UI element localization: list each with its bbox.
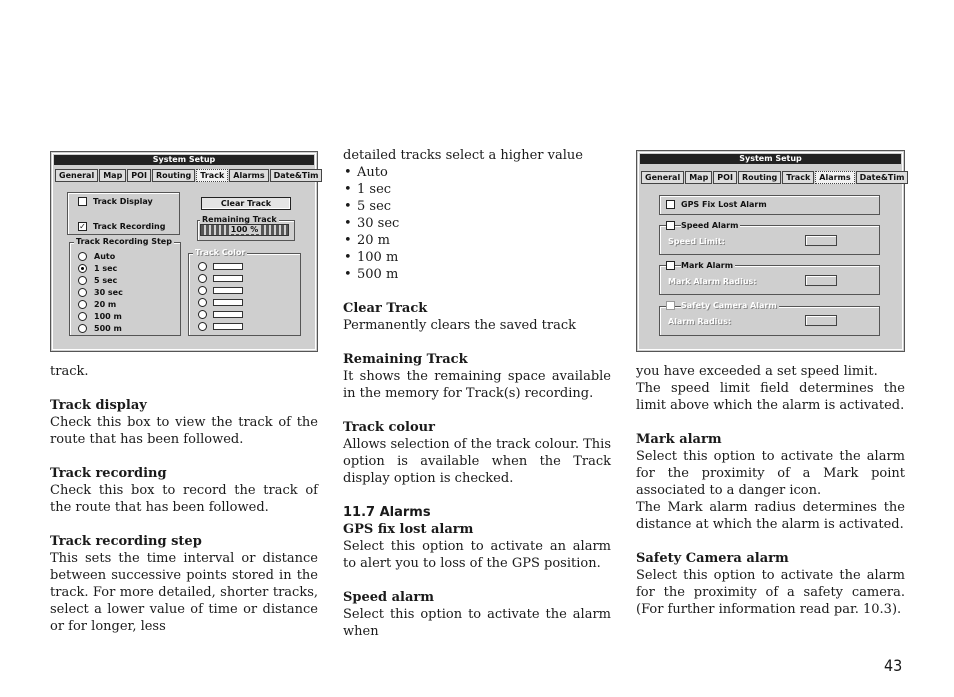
column-right (636, 363, 905, 618)
tab-routing[interactable]: Routing (738, 171, 781, 184)
color-swatch (213, 263, 243, 270)
speed-limit-input[interactable] (805, 235, 837, 246)
list-item: • 30 sec (343, 215, 611, 232)
step-5sec-radio[interactable] (78, 276, 87, 285)
step-option-label: 500 m (94, 324, 122, 333)
tab-general[interactable]: General (641, 171, 684, 184)
heading-safety-camera-alarm: Safety Camera alarm (636, 551, 789, 566)
step-20m-radio[interactable] (78, 300, 87, 309)
step-1sec-radio[interactable] (78, 264, 87, 273)
section-title: 11.7 Alarms (343, 505, 431, 520)
track-display-checkbox[interactable] (78, 197, 87, 206)
tab-date-time[interactable]: Date&Tim (856, 171, 909, 184)
mark-alarm-label: Mark Alarm (681, 261, 734, 270)
color-swatch (213, 275, 243, 282)
paragraph: track. (50, 364, 89, 379)
alarm-radius-label: Alarm Radius: (668, 317, 732, 326)
tab-track[interactable]: Track (196, 169, 228, 182)
alarm-settings-screenshot (636, 150, 905, 352)
color-radio[interactable] (198, 298, 207, 307)
list-item: • 100 m (343, 249, 611, 266)
paragraph: Select this option to activate the alarm when (343, 607, 611, 639)
color-radio[interactable] (198, 322, 207, 331)
step-values-list (343, 164, 611, 283)
step-30sec-radio[interactable] (78, 288, 87, 297)
heading-mark-alarm: Mark alarm (636, 432, 722, 447)
dialog-title: System Setup (640, 154, 901, 164)
safety-camera-checkbox[interactable] (666, 301, 675, 310)
paragraph: detailed tracks select a higher value (343, 148, 583, 163)
paragraph: Select this option to activate the alarm for the proximity of a safety camera. (For further information read par. 10.3). (636, 568, 905, 617)
track-recording-checkbox[interactable]: ✓ (79, 222, 86, 231)
tab-routing[interactable]: Routing (152, 169, 195, 182)
tab-bar (55, 169, 319, 182)
heading-gps-fix-lost: GPS fix lost alarm (343, 522, 474, 537)
paragraph: Permanently clears the saved track (343, 318, 577, 333)
step-option-label: 1 sec (94, 264, 118, 273)
list-item: • 20 m (343, 232, 611, 249)
gps-fix-lost-label: GPS Fix Lost Alarm (681, 200, 767, 209)
heading-clear-track: Clear Track (343, 301, 428, 316)
step-500m-radio[interactable] (78, 324, 87, 333)
speed-alarm-checkbox[interactable] (666, 221, 675, 230)
color-swatch (213, 299, 243, 306)
step-option-label: 20 m (94, 300, 117, 309)
heading-track-display: Track display (50, 398, 147, 413)
list-item: • 500 m (343, 266, 611, 283)
color-radio[interactable] (198, 286, 207, 295)
step-option-label: 30 sec (94, 288, 123, 297)
paragraph: This sets the time interval or distance between successive points stored in the track. For more detailed, shorter tracks, select a lower value of time or distance or for longer, less (50, 551, 318, 634)
list-item: • Auto (343, 164, 611, 181)
paragraph: Select this option to activate the alarm for the proximity of a Mark point associated to a danger icon. (636, 449, 905, 498)
paragraph: Check this box to record the track of the route that has been followed. (50, 483, 318, 515)
paragraph: It shows the remaining space available in the memory for Track(s) recording. (343, 369, 611, 401)
tab-general[interactable]: General (55, 169, 98, 182)
paragraph: you have exceeded a set speed limit. (636, 364, 878, 379)
paragraph: Select this option to activate an alarm to alert you to loss of the GPS position. (343, 539, 611, 571)
step-option-label: 5 sec (94, 276, 118, 285)
tab-map[interactable]: Map (99, 169, 126, 182)
tab-track[interactable]: Track (782, 171, 814, 184)
step-auto-radio[interactable] (78, 252, 87, 261)
list-item: • 5 sec (343, 198, 611, 215)
speed-alarm-label: Speed Alarm (681, 221, 739, 230)
track-color-label: Track Color (195, 248, 246, 257)
clear-track-button[interactable]: Clear Track (201, 197, 291, 210)
heading-speed-alarm: Speed alarm (343, 590, 435, 605)
remaining-track-label: Remaining Track (202, 215, 277, 224)
remaining-track-progress (200, 224, 289, 236)
paragraph: The speed limit field determines the limit above which the alarm is activated. (636, 381, 905, 413)
heading-track-recording: Track recording (50, 466, 167, 481)
list-item: • 1 sec (343, 181, 611, 198)
color-swatch (213, 311, 243, 318)
color-radio[interactable] (198, 310, 207, 319)
color-radio[interactable] (198, 274, 207, 283)
mark-alarm-radius-label: Mark Alarm Radius: (668, 277, 757, 286)
track-recording-label: Track Recording (93, 222, 166, 231)
track-recording-step-label: Track Recording Step (76, 237, 172, 246)
heading-remaining-track: Remaining Track (343, 352, 468, 367)
speed-limit-label: Speed Limit: (668, 237, 725, 246)
step-option-label: 100 m (94, 312, 122, 321)
track-display-label: Track Display (93, 197, 153, 206)
tab-alarms[interactable]: Alarms (229, 169, 268, 182)
remaining-track-value: 100 % (230, 225, 259, 234)
tab-bar (641, 171, 905, 184)
step-option-label: Auto (94, 252, 116, 261)
dialog-title: System Setup (54, 155, 314, 165)
alarm-radius-input[interactable] (805, 315, 837, 326)
mark-alarm-radius-input[interactable] (805, 275, 837, 286)
tab-date-time[interactable]: Date&Tim (270, 169, 323, 182)
heading-track-recording-step: Track recording step (50, 534, 202, 549)
color-radio[interactable] (198, 262, 207, 271)
tab-alarms[interactable]: Alarms (815, 171, 854, 184)
track-settings-screenshot (50, 151, 318, 352)
paragraph: Allows selection of the track colour. This option is available when the Track display option is checked. (343, 437, 611, 486)
paragraph: Check this box to view the track of the route that has been followed. (50, 415, 318, 447)
heading-track-colour: Track colour (343, 420, 435, 435)
step-100m-radio[interactable] (78, 312, 87, 321)
paragraph: The Mark alarm radius determines the distance at which the alarm is activated. (636, 500, 905, 532)
tab-poi[interactable]: POI (713, 171, 737, 184)
column-middle (343, 147, 611, 640)
color-swatch (213, 287, 243, 294)
column-left (50, 363, 318, 635)
mark-alarm-checkbox[interactable] (666, 261, 675, 270)
color-swatch (213, 323, 243, 330)
safety-camera-label: Safety Camera Alarm (681, 301, 777, 310)
gps-fix-lost-checkbox[interactable] (666, 200, 675, 209)
tab-map[interactable]: Map (685, 171, 712, 184)
tab-poi[interactable]: POI (127, 169, 151, 182)
page-number: 43 (884, 656, 903, 675)
